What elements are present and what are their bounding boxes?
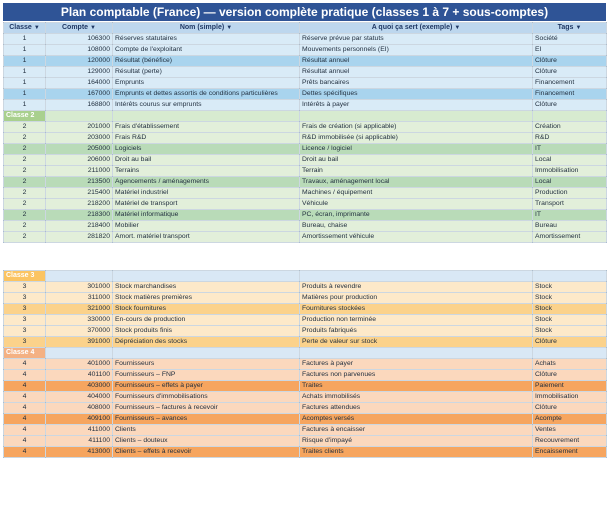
cell-usage[interactable]: Licence / logiciel [300, 144, 533, 155]
table-row [4, 177, 607, 188]
cell-tag[interactable]: Stock [533, 304, 607, 315]
cell-tag[interactable]: Clôture [533, 100, 607, 111]
cell-tag[interactable]: Immobilisation [533, 392, 607, 403]
table-row [4, 100, 607, 111]
header-row [4, 23, 607, 34]
cell-classe[interactable]: 4 [4, 436, 46, 447]
cell-nom[interactable]: Fournisseurs [113, 359, 300, 370]
cell-usage[interactable]: Prêts bancaires [300, 78, 533, 89]
cell-compte[interactable]: 218400 [46, 221, 113, 232]
table-row [4, 337, 607, 348]
cell-tag[interactable]: Financement [533, 89, 607, 100]
cell-compte[interactable]: 281820 [46, 232, 113, 243]
cell-classe[interactable]: 4 [4, 403, 46, 414]
cell-tag[interactable]: IT [533, 144, 607, 155]
cell-usage[interactable]: Frais de création (si applicable) [300, 122, 533, 133]
cell-classe[interactable]: 1 [4, 78, 46, 89]
cell-usage[interactable]: Terrain [300, 166, 533, 177]
section-cell[interactable] [300, 348, 533, 359]
cell-compte[interactable]: 403000 [46, 381, 113, 392]
cell-classe[interactable]: 4 [4, 359, 46, 370]
cell-nom[interactable]: Fournisseurs d'immobilisations [113, 392, 300, 403]
table-row [4, 78, 607, 89]
cell-tag[interactable]: Transport [533, 199, 607, 210]
cell-tag[interactable]: Clôture [533, 67, 607, 78]
cell-tag[interactable]: Financement [533, 78, 607, 89]
cell-nom[interactable]: Fournisseurs – FNP [113, 370, 300, 381]
table-row [4, 232, 607, 243]
cell-classe[interactable]: 3 [4, 315, 46, 326]
cell-usage[interactable]: Travaux, aménagement local [300, 177, 533, 188]
table-row [4, 304, 607, 315]
cell-usage[interactable]: Mouvements personnels (EI) [300, 45, 533, 56]
cell-compte[interactable]: 129000 [46, 67, 113, 78]
cell-nom[interactable]: Clients – douteux [113, 436, 300, 447]
cell-usage[interactable]: Réserve prévue par statuts [300, 34, 533, 45]
table-row [4, 370, 607, 381]
cell-usage[interactable]: Traites clients [300, 447, 533, 458]
cell-nom[interactable]: Résultat (perte) [113, 67, 300, 78]
cell-compte[interactable]: 213500 [46, 177, 113, 188]
cell-classe[interactable]: 2 [4, 232, 46, 243]
cell-compte[interactable]: 411000 [46, 425, 113, 436]
table-row [4, 122, 607, 133]
table-row [4, 67, 607, 78]
cell-tag[interactable]: Création [533, 122, 607, 133]
cell-tag[interactable]: Stock [533, 293, 607, 304]
accounts-table [3, 22, 607, 458]
table-row [4, 188, 607, 199]
filter-dropdown-icon[interactable]: ▼ [454, 25, 461, 31]
section-header [4, 348, 607, 359]
cell-compte[interactable]: 203000 [46, 133, 113, 144]
table-row [4, 315, 607, 326]
table-row [4, 133, 607, 144]
section-cell[interactable] [533, 271, 607, 282]
cell-tag[interactable]: Paiement [533, 381, 607, 392]
cell-usage[interactable]: Production non terminée [300, 315, 533, 326]
cell-compte[interactable]: 321000 [46, 304, 113, 315]
cell-compte[interactable]: 391000 [46, 337, 113, 348]
section-label[interactable]: Classe 2 [4, 111, 46, 122]
cell-nom[interactable]: Clients – effets à recevoir [113, 447, 300, 458]
section-cell[interactable] [300, 271, 533, 282]
cell-tag[interactable]: Local [533, 155, 607, 166]
cell-classe[interactable]: 1 [4, 34, 46, 45]
cell-nom[interactable]: Mobilier [113, 221, 300, 232]
cell-tag[interactable]: Stock [533, 282, 607, 293]
cell-classe[interactable]: 2 [4, 177, 46, 188]
cell-tag[interactable]: EI [533, 45, 607, 56]
cell-usage[interactable]: Résultat annuel [300, 56, 533, 67]
cell-tag[interactable]: Stock [533, 326, 607, 337]
cell-nom[interactable]: Stock produits finis [113, 326, 300, 337]
cell-compte[interactable]: 120000 [46, 56, 113, 67]
cell-classe[interactable]: 2 [4, 199, 46, 210]
cell-usage[interactable]: Droit au bail [300, 155, 533, 166]
section-header [4, 271, 607, 282]
cell-compte[interactable]: 215400 [46, 188, 113, 199]
cell-tag[interactable]: Recouvrement [533, 436, 607, 447]
cell-classe[interactable]: 4 [4, 370, 46, 381]
cell-compte[interactable]: 301000 [46, 282, 113, 293]
cell-compte[interactable]: 167000 [46, 89, 113, 100]
cell-compte[interactable]: 164000 [46, 78, 113, 89]
cell-nom[interactable]: Matériel industriel [113, 188, 300, 199]
cell-classe[interactable]: 1 [4, 100, 46, 111]
cell-nom[interactable]: Stock marchandises [113, 282, 300, 293]
section-cell[interactable] [46, 271, 113, 282]
table-row [4, 436, 607, 447]
cell-compte[interactable]: 201000 [46, 122, 113, 133]
cell-tag[interactable]: Clôture [533, 403, 607, 414]
cell-compte[interactable]: 401100 [46, 370, 113, 381]
cell-classe[interactable]: 4 [4, 447, 46, 458]
cell-compte[interactable]: 206000 [46, 155, 113, 166]
filter-dropdown-icon[interactable]: ▼ [226, 25, 233, 31]
table-row [4, 144, 607, 155]
section-header [4, 111, 607, 122]
header-compte[interactable]: Compte ▼ [46, 23, 113, 34]
cell-compte[interactable]: 205000 [46, 144, 113, 155]
section-cell[interactable] [533, 111, 607, 122]
cell-usage[interactable]: Résultat annuel [300, 67, 533, 78]
table-row [4, 221, 607, 232]
cell-nom[interactable]: Réserves statutaires [113, 34, 300, 45]
cell-classe[interactable]: 2 [4, 188, 46, 199]
cell-usage[interactable]: Bureau, chaise [300, 221, 533, 232]
cell-classe[interactable]: 3 [4, 282, 46, 293]
cell-compte[interactable]: 311000 [46, 293, 113, 304]
cell-usage[interactable]: Factures non parvenues [300, 370, 533, 381]
table-row [4, 155, 607, 166]
cell-classe[interactable]: 3 [4, 337, 46, 348]
cell-nom[interactable]: Droit au bail [113, 155, 300, 166]
cell-nom[interactable]: Stock fournitures [113, 304, 300, 315]
cell-tag[interactable]: Stock [533, 315, 607, 326]
cell-nom[interactable]: Frais R&D [113, 133, 300, 144]
header-classe[interactable]: Classe ▼ [4, 23, 46, 34]
cell-tag[interactable]: Ventes [533, 425, 607, 436]
cell-nom[interactable]: Agencements / aménagements [113, 177, 300, 188]
cell-classe[interactable]: 2 [4, 210, 46, 221]
table-body [4, 34, 607, 458]
cell-usage[interactable]: Achats immobilisés [300, 392, 533, 403]
section-cell[interactable] [300, 111, 533, 122]
header-usage[interactable]: A quoi ça sert (exemple) ▼ [300, 23, 533, 34]
cell-nom[interactable]: Emprunts [113, 78, 300, 89]
cell-compte[interactable]: 413000 [46, 447, 113, 458]
cell-usage[interactable]: Factures à encaisser [300, 425, 533, 436]
cell-classe[interactable]: 2 [4, 133, 46, 144]
cell-compte[interactable]: 370000 [46, 326, 113, 337]
cell-usage[interactable]: Risque d'impayé [300, 436, 533, 447]
cell-compte[interactable]: 408000 [46, 403, 113, 414]
section-cell[interactable] [46, 348, 113, 359]
cell-nom[interactable]: Fournisseurs – effets à payer [113, 381, 300, 392]
table-row [4, 326, 607, 337]
cell-compte[interactable]: 411100 [46, 436, 113, 447]
cell-compte[interactable]: 106300 [46, 34, 113, 45]
cell-classe[interactable]: 2 [4, 155, 46, 166]
cell-tag[interactable]: Encaissement [533, 447, 607, 458]
cell-usage[interactable]: Véhicule [300, 199, 533, 210]
cell-compte[interactable]: 401000 [46, 359, 113, 370]
cell-nom[interactable]: Dépréciation des stocks [113, 337, 300, 348]
cell-tag[interactable]: Société [533, 34, 607, 45]
cell-classe[interactable]: 2 [4, 166, 46, 177]
cell-nom[interactable]: En-cours de production [113, 315, 300, 326]
cell-compte[interactable]: 108000 [46, 45, 113, 56]
table-row [4, 45, 607, 56]
cell-nom[interactable]: Fournisseurs – avances [113, 414, 300, 425]
cell-tag[interactable]: Clôture [533, 337, 607, 348]
section-cell[interactable] [533, 348, 607, 359]
cell-classe[interactable]: 3 [4, 326, 46, 337]
cell-classe[interactable]: 1 [4, 45, 46, 56]
table-row [4, 199, 607, 210]
cell-tag[interactable]: Production [533, 188, 607, 199]
cell-classe[interactable]: 3 [4, 293, 46, 304]
cell-classe[interactable]: 4 [4, 425, 46, 436]
table-row [4, 425, 607, 436]
cell-nom[interactable]: Frais d'établissement [113, 122, 300, 133]
cell-nom[interactable]: Emprunts et dettes assortis de conditions particulières [113, 89, 300, 100]
table-row [4, 89, 607, 100]
cell-nom[interactable]: Résultat (bénéfice) [113, 56, 300, 67]
cell-nom[interactable]: Clients [113, 425, 300, 436]
cell-classe[interactable]: 1 [4, 56, 46, 67]
cell-usage[interactable]: Amortissement véhicule [300, 232, 533, 243]
section-label[interactable]: Classe 4 [4, 348, 46, 359]
table-row [4, 282, 607, 293]
cell-classe[interactable]: 2 [4, 122, 46, 133]
cell-compte[interactable]: 168800 [46, 100, 113, 111]
cell-usage[interactable]: R&D immobilisée (si applicable) [300, 133, 533, 144]
filter-dropdown-icon[interactable]: ▼ [90, 25, 96, 31]
header-nom[interactable]: Nom (simple) ▼ [113, 23, 300, 34]
sheet-title: Plan comptable (France) — version complète pratique (classes 1 à 7 + sous-comptes) [3, 3, 606, 21]
cell-usage[interactable]: Machines / équipement [300, 188, 533, 199]
cell-nom[interactable]: Compte de l'exploitant [113, 45, 300, 56]
cell-nom[interactable]: Logiciels [113, 144, 300, 155]
cell-tag[interactable]: R&D [533, 133, 607, 144]
cell-tag[interactable]: Clôture [533, 56, 607, 67]
cell-usage[interactable]: Intérêts à payer [300, 100, 533, 111]
cell-nom[interactable]: Fournisseurs – factures à recevoir [113, 403, 300, 414]
cell-compte[interactable]: 218200 [46, 199, 113, 210]
cell-tag[interactable]: Local [533, 177, 607, 188]
cell-usage[interactable]: Traites [300, 381, 533, 392]
table-row [4, 403, 607, 414]
cell-nom[interactable]: Matériel de transport [113, 199, 300, 210]
cell-usage[interactable]: Produits fabriqués [300, 326, 533, 337]
cell-usage[interactable]: PC, écran, imprimante [300, 210, 533, 221]
cell-compte[interactable]: 211000 [46, 166, 113, 177]
table-row [4, 293, 607, 304]
cell-nom[interactable]: Amort. matériel transport [113, 232, 300, 243]
table-row [4, 414, 607, 425]
cell-tag[interactable]: Bureau [533, 221, 607, 232]
section-cell[interactable] [113, 271, 300, 282]
cell-usage[interactable]: Factures attendues [300, 403, 533, 414]
cell-usage[interactable]: Perte de valeur sur stock [300, 337, 533, 348]
cell-compte[interactable]: 404000 [46, 392, 113, 403]
cell-nom[interactable]: Matériel informatique [113, 210, 300, 221]
cell-classe[interactable]: 2 [4, 144, 46, 155]
section-cell[interactable] [113, 111, 300, 122]
cell-compte[interactable]: 330000 [46, 315, 113, 326]
cell-usage[interactable]: Dettes spécifiques [300, 89, 533, 100]
table-row [4, 166, 607, 177]
cell-classe[interactable]: 4 [4, 392, 46, 403]
cell-tag[interactable]: Clôture [533, 370, 607, 381]
table-row [4, 56, 607, 67]
blank-cell[interactable] [4, 243, 607, 271]
table-row [4, 210, 607, 221]
cell-usage[interactable]: Produits à revendre [300, 282, 533, 293]
cell-usage[interactable]: Fournitures stockées [300, 304, 533, 315]
header-tags[interactable]: Tags ▼ [533, 23, 607, 34]
table-row [4, 447, 607, 458]
cell-tag[interactable]: Acompte [533, 414, 607, 425]
section-cell[interactable] [113, 348, 300, 359]
blank-row [4, 243, 607, 271]
cell-compte[interactable]: 409100 [46, 414, 113, 425]
cell-usage[interactable]: Acomptes versés [300, 414, 533, 425]
cell-classe[interactable]: 4 [4, 414, 46, 425]
table-row [4, 359, 607, 370]
cell-tag[interactable]: Amortissement [533, 232, 607, 243]
cell-classe[interactable]: 1 [4, 67, 46, 78]
cell-tag[interactable]: Immobilisation [533, 166, 607, 177]
cell-classe[interactable]: 1 [4, 89, 46, 100]
cell-usage[interactable]: Matières pour production [300, 293, 533, 304]
cell-classe[interactable]: 4 [4, 381, 46, 392]
cell-nom[interactable]: Stock matières premières [113, 293, 300, 304]
table-row [4, 34, 607, 45]
cell-tag[interactable]: Achats [533, 359, 607, 370]
cell-usage[interactable]: Factures à payer [300, 359, 533, 370]
cell-compte[interactable]: 218300 [46, 210, 113, 221]
section-cell[interactable] [46, 111, 113, 122]
cell-nom[interactable]: Intérêts courus sur emprunts [113, 100, 300, 111]
section-label[interactable]: Classe 3 [4, 271, 46, 282]
table-row [4, 392, 607, 403]
cell-tag[interactable]: IT [533, 210, 607, 221]
cell-nom[interactable]: Terrains [113, 166, 300, 177]
filter-dropdown-icon[interactable]: ▼ [33, 25, 40, 31]
table-row [4, 381, 607, 392]
cell-classe[interactable]: 2 [4, 221, 46, 232]
filter-dropdown-icon[interactable]: ▼ [575, 25, 582, 31]
cell-classe[interactable]: 3 [4, 304, 46, 315]
